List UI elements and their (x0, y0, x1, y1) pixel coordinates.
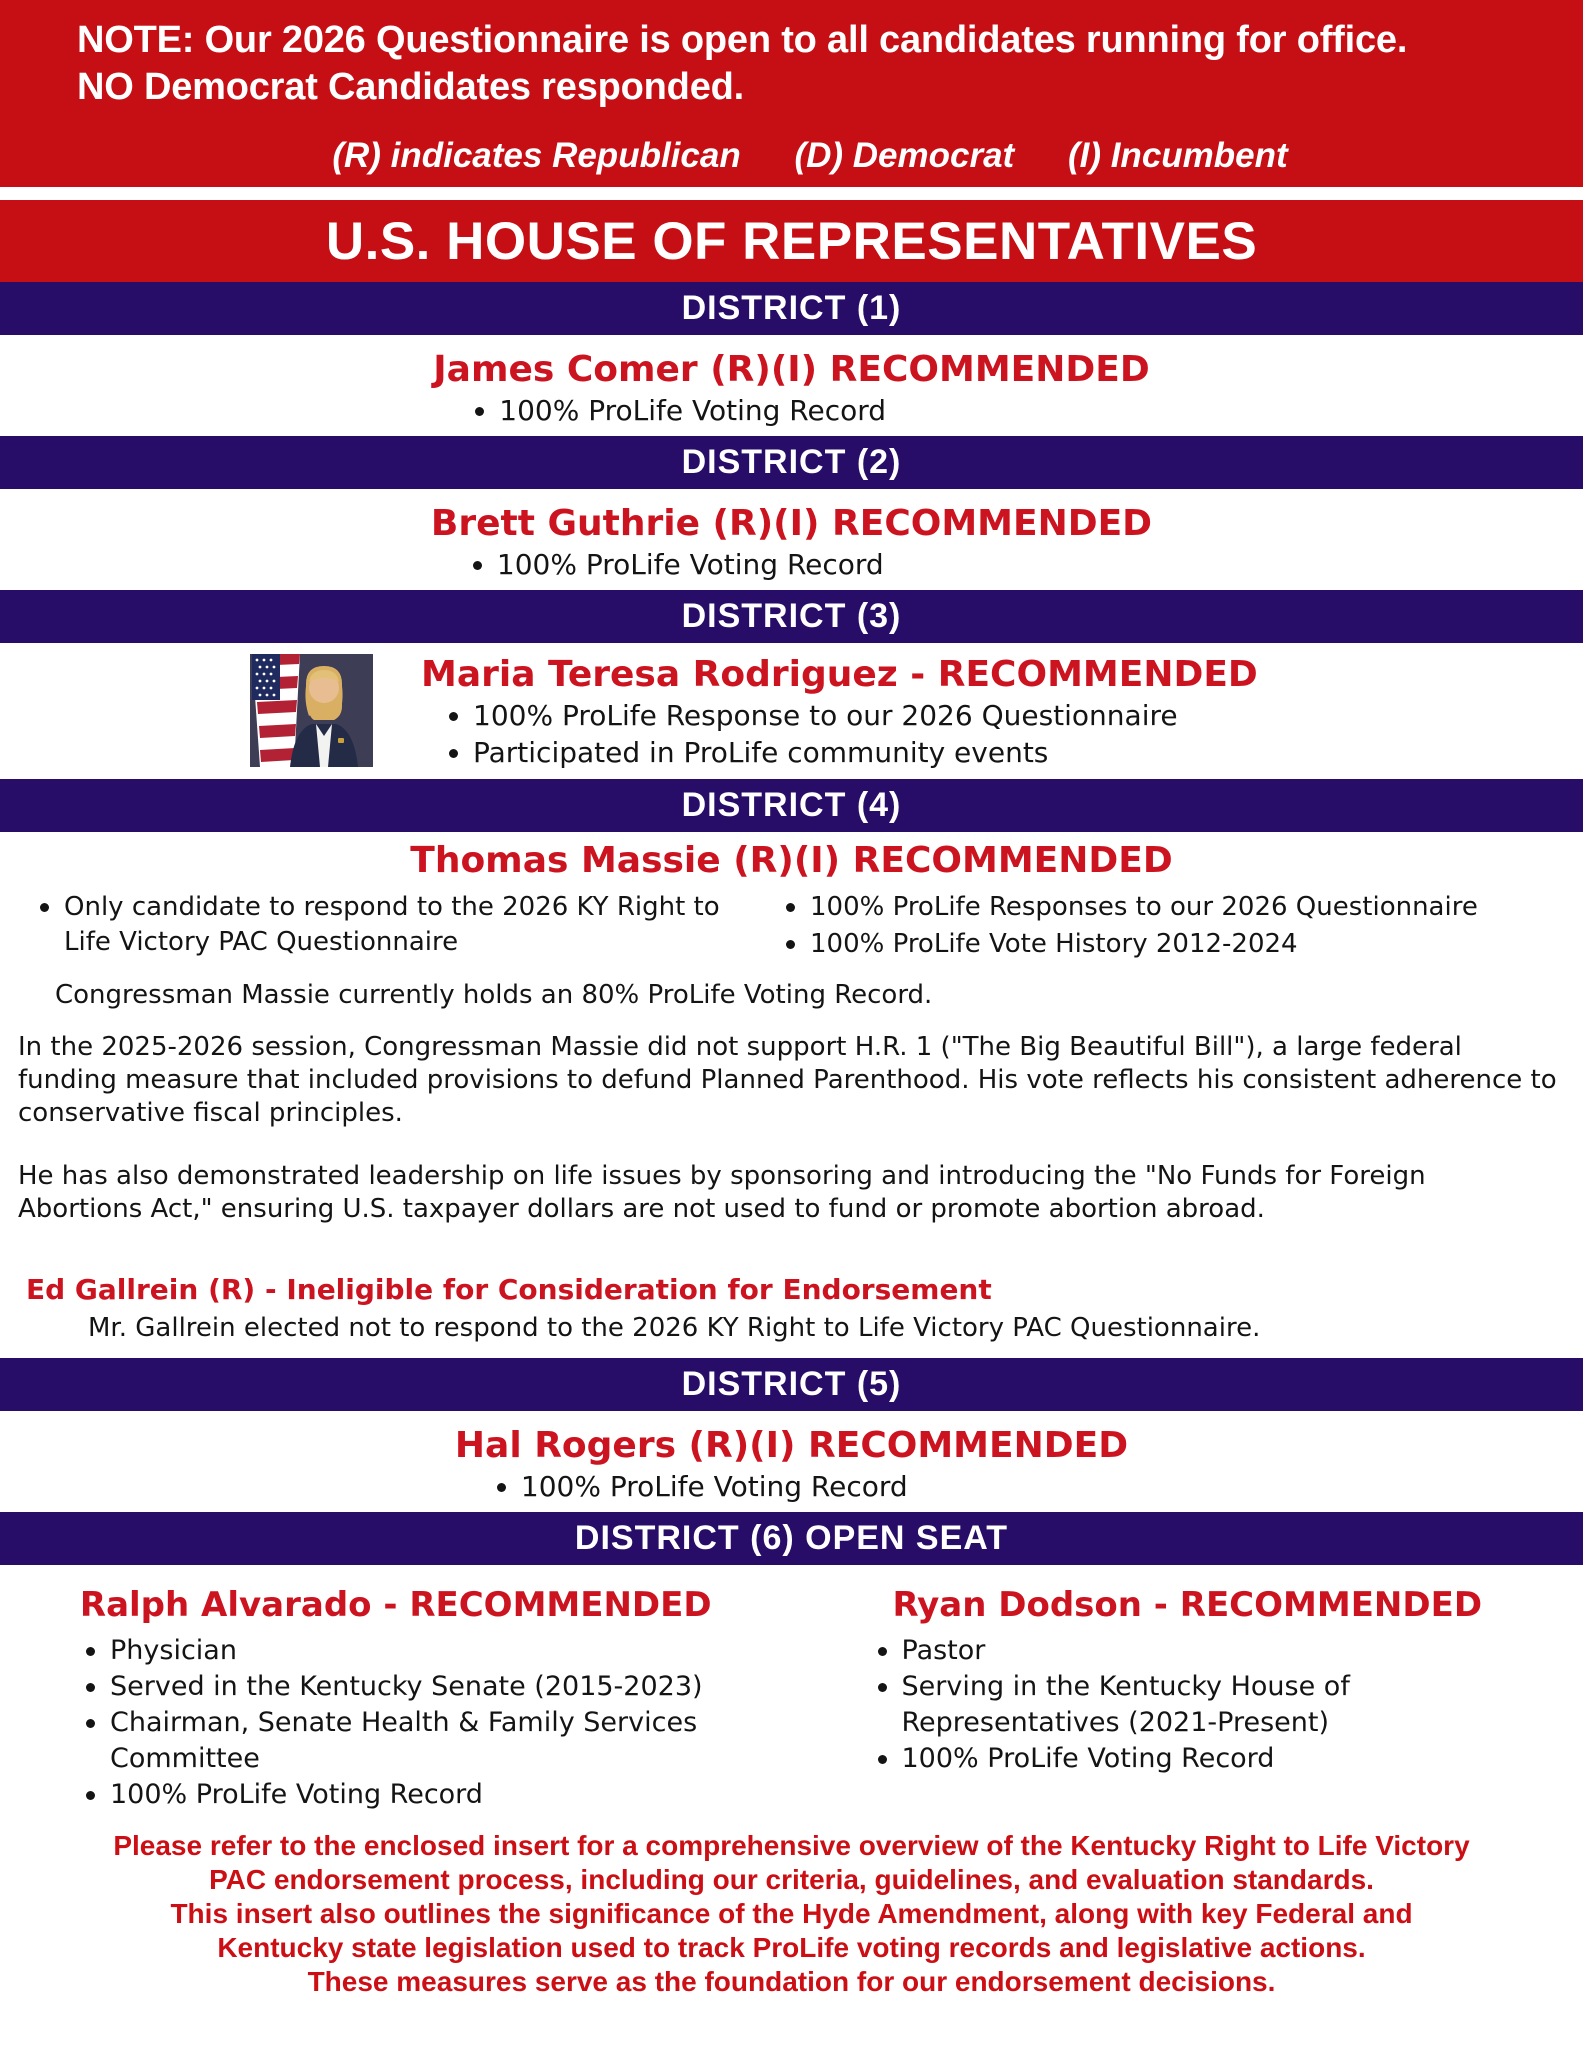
candidate-name-maria-teresa-rodriguez: Maria Teresa Rodriguez - RECOMMENDED (421, 654, 1258, 695)
bullet-icon (86, 1683, 95, 1692)
district-4-content (0, 832, 1583, 1358)
bullet-text: Participated in ProLife community events (473, 736, 1049, 769)
district-1-section (0, 282, 1583, 436)
candidate-name-hal-rogers: Hal Rogers (R)(I) RECOMMENDED (454, 1425, 1129, 1466)
district-3-content (0, 643, 1583, 779)
massie-right-bullets (740, 888, 1567, 962)
bullet-text: Chairman, Senate Health & Family Services Committee (110, 1707, 698, 1774)
bullet-item (786, 927, 1567, 962)
bullet-icon (40, 903, 49, 912)
bullet-icon (86, 1791, 95, 1800)
massie-paragraph-2: He has also demonstrated leadership on life issues by sponsoring and introducing the "No Funds for Foreign Abortions Act," ensuring U.S. taxpayer dollars are not used to fund or promote abortion abroad. (18, 1161, 1426, 1224)
massie-bullet-columns (0, 882, 1583, 962)
bullet-icon (786, 903, 795, 912)
district-6-column-ryan-dodson (792, 1585, 1583, 1813)
bullet-item (878, 1633, 1583, 1669)
note-banner (0, 0, 1583, 187)
page-title: U.S. HOUSE OF REPRESENTATIVES (0, 200, 1583, 282)
bullet-item (86, 1633, 792, 1669)
candidate-name-ryan-dodson: Ryan Dodson - RECOMMENDED (892, 1585, 1483, 1625)
bullet-text: 100% ProLife Voting Record (499, 394, 887, 427)
note-line-2: NO Democrat Candidates responded. (77, 66, 744, 108)
district-4-section (0, 779, 1583, 1358)
footer-line: Kentucky state legislation used to track ProLife voting records and legislative actions. (217, 1932, 1366, 1963)
massie-paragraph-1: In the 2025-2026 session, Congressman Massie did not support H.R. 1 ("The Big Beautiful Bill"), a large federal funding measure that included provisions to defund Planned Parenthood. His vote reflects his consistent adherence to conservative fiscal principles. (18, 1032, 1557, 1128)
district-6-header: DISTRICT (6) OPEN SEAT (0, 1512, 1583, 1565)
bullet-text: 100% ProLife Response to our 2026 Questionnaire (473, 699, 1178, 732)
bullet-text: Pastor (901, 1635, 986, 1666)
district-3-candidate-block (421, 654, 1258, 771)
bullet-text: 100% ProLife Voting Record (520, 1470, 908, 1503)
bullet-icon (449, 749, 458, 758)
candidate-photo-image (250, 654, 373, 767)
bullet-text: 100% ProLife Vote History 2012-2024 (810, 929, 1298, 959)
legend-incumbent: (I) Incumbent (1067, 136, 1288, 175)
bullet-icon (878, 1683, 887, 1692)
candidate-name-james-comer: James Comer (R)(I) RECOMMENDED (433, 349, 1150, 390)
ineligible-note: Mr. Gallrein elected not to respond to the 2026 KY Right to Life Victory PAC Questionnaire. (88, 1313, 1261, 1343)
ineligible-heading-ed-gallrein: Ed Gallrein (R) - Ineligible for Consideration for Endorsement (26, 1273, 992, 1306)
bullet-icon (497, 1483, 506, 1492)
footer-line: These measures serve as the foundation for our endorsement decisions. (307, 1966, 1276, 1997)
party-legend (77, 136, 1543, 176)
bullet-item (40, 890, 740, 960)
bullet-item (431, 547, 1152, 583)
bullet-text: Served in the Kentucky Senate (2015-2023) (110, 1671, 703, 1702)
bullet-icon (878, 1647, 887, 1656)
footer-line: Please refer to the enclosed insert for a comprehensive overview of the Kentucky Right to Life Victory (113, 1830, 1470, 1861)
bullet-text: 100% ProLife Voting Record (110, 1779, 483, 1810)
district-1-content (0, 335, 1583, 436)
candidate-name-thomas-massie: Thomas Massie (R)(I) RECOMMENDED (410, 840, 1173, 881)
bullet-icon (878, 1755, 887, 1764)
bullet-icon (449, 712, 458, 721)
district-5-content (0, 1411, 1583, 1512)
bullet-item (421, 698, 1258, 734)
district-6-section (0, 1512, 1583, 1813)
candidate-name-brett-guthrie: Brett Guthrie (R)(I) RECOMMENDED (430, 503, 1153, 544)
flag-icon (252, 654, 300, 767)
district-3-section (0, 590, 1583, 779)
bullet-text: Only candidate to respond to the 2026 KY Right to Life Victory PAC Questionnaire (64, 892, 720, 957)
bullet-item (878, 1669, 1583, 1741)
bullet-text: 100% ProLife Voting Record (496, 548, 884, 581)
district-3-header: DISTRICT (3) (0, 590, 1583, 643)
district-6-content (0, 1565, 1583, 1813)
bullet-text: 100% ProLife Voting Record (901, 1743, 1275, 1774)
bullet-item (421, 735, 1258, 771)
bullet-icon (473, 561, 482, 570)
legend-democrat: (D) Democrat (794, 136, 1015, 175)
candidate-name-ralph-alvarado: Ralph Alvarado - RECOMMENDED (79, 1585, 712, 1625)
district-2-section (0, 436, 1583, 590)
massie-left-bullets (40, 888, 740, 962)
alvarado-bullets (0, 1633, 792, 1813)
bullet-item (433, 393, 1149, 429)
bullet-item (786, 890, 1567, 925)
bullet-item (86, 1777, 792, 1813)
bullet-icon (86, 1647, 95, 1656)
bullet-item (86, 1669, 792, 1705)
bullet-text: Physician (110, 1635, 237, 1666)
district-4-header: DISTRICT (4) (0, 779, 1583, 832)
bullet-icon (786, 940, 795, 949)
bullet-text: Serving in the Kentucky House of Representatives (2021-Present) (901, 1671, 1350, 1738)
bullet-item (878, 1741, 1583, 1777)
spacer (0, 1345, 1583, 1358)
bullet-item (86, 1705, 792, 1777)
district-2-header: DISTRICT (2) (0, 436, 1583, 489)
footer-line: This insert also outlines the significance of the Hyde Amendment, along with key Federal and (170, 1898, 1413, 1929)
endorsement-process-note (0, 1829, 1583, 1999)
district-2-content (0, 489, 1583, 590)
divider (0, 187, 1583, 200)
bullet-item (0, 978, 1583, 1013)
district-5-header: DISTRICT (5) (0, 1358, 1583, 1411)
district-1-header: DISTRICT (1) (0, 282, 1583, 335)
bullet-text: 100% ProLife Responses to our 2026 Questionnaire (810, 892, 1478, 922)
legend-republican: (R) indicates Republican (332, 136, 741, 175)
candidate-photo (250, 654, 373, 767)
note-line-1: NOTE: Our 2026 Questionnaire is open to all candidates running for office. (77, 19, 1408, 61)
footer-line: PAC endorsement process, including our criteria, guidelines, and evaluation standards. (209, 1864, 1374, 1895)
bullet-icon (86, 1719, 95, 1728)
dodson-bullets (792, 1633, 1583, 1777)
bullet-icon (475, 407, 484, 416)
bullet-item (455, 1469, 1128, 1505)
bullet-text: Congressman Massie currently holds an 80% ProLife Voting Record. (55, 980, 933, 1010)
district-5-section (0, 1358, 1583, 1512)
district-6-column-ralph-alvarado (0, 1585, 792, 1813)
